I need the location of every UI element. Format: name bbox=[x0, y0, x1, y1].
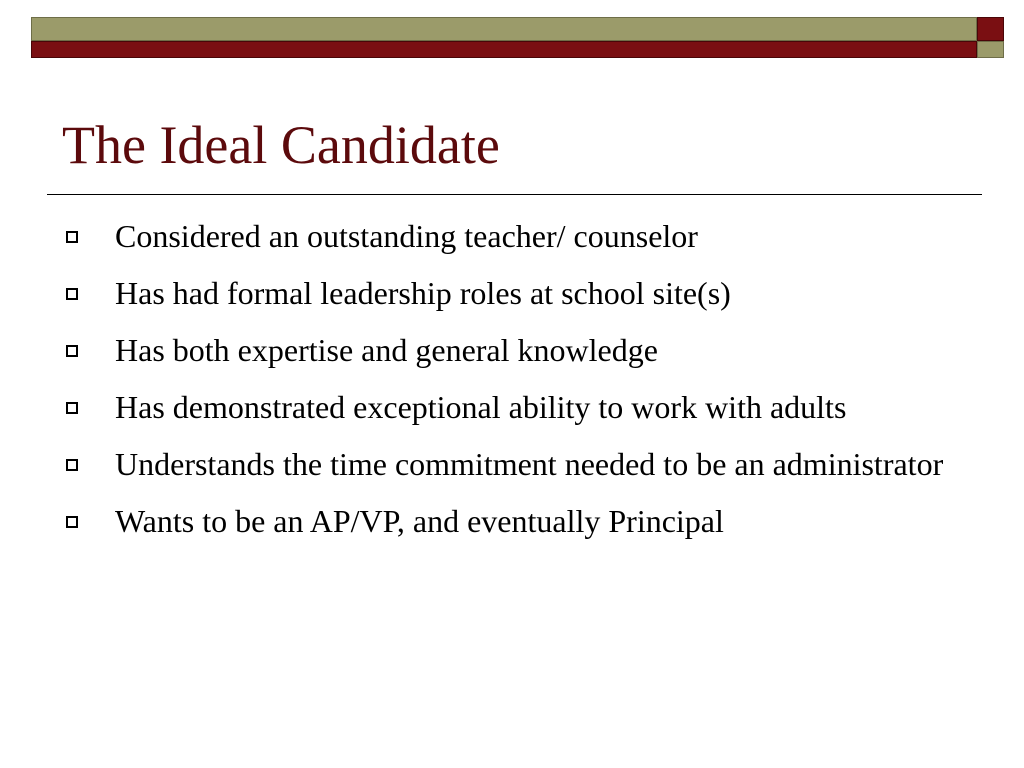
hollow-square-icon bbox=[66, 516, 78, 528]
hollow-square-icon bbox=[66, 459, 78, 471]
bullet-text: Wants to be an AP/VP, and eventually Principal bbox=[115, 503, 724, 539]
bullet-text: Has both expertise and general knowledge bbox=[115, 332, 658, 368]
bullet-list bbox=[62, 213, 962, 555]
bullet-item bbox=[62, 498, 962, 544]
bullet-item bbox=[62, 384, 962, 430]
bullet-item bbox=[62, 270, 962, 316]
hollow-square-icon bbox=[66, 345, 78, 357]
bullet-text: Considered an outstanding teacher/ counselor bbox=[115, 218, 698, 254]
bullet-text: Understands the time commitment needed to be an administrator bbox=[115, 446, 944, 482]
title-divider bbox=[47, 194, 982, 195]
header-square-maroon bbox=[977, 17, 1004, 41]
hollow-square-icon bbox=[66, 402, 78, 414]
bullet-item bbox=[62, 327, 962, 373]
bullet-text: Has demonstrated exceptional ability to work with adults bbox=[115, 389, 847, 425]
hollow-square-icon bbox=[66, 288, 78, 300]
bullet-item bbox=[62, 213, 962, 259]
hollow-square-icon bbox=[66, 231, 78, 243]
bullet-item bbox=[62, 441, 962, 487]
slide-title: The Ideal Candidate bbox=[62, 115, 500, 175]
header-square-olive bbox=[977, 41, 1004, 58]
bullet-text: Has had formal leadership roles at school site(s) bbox=[115, 275, 731, 311]
header-bar-olive bbox=[31, 17, 977, 41]
header-bar-maroon bbox=[31, 41, 977, 58]
